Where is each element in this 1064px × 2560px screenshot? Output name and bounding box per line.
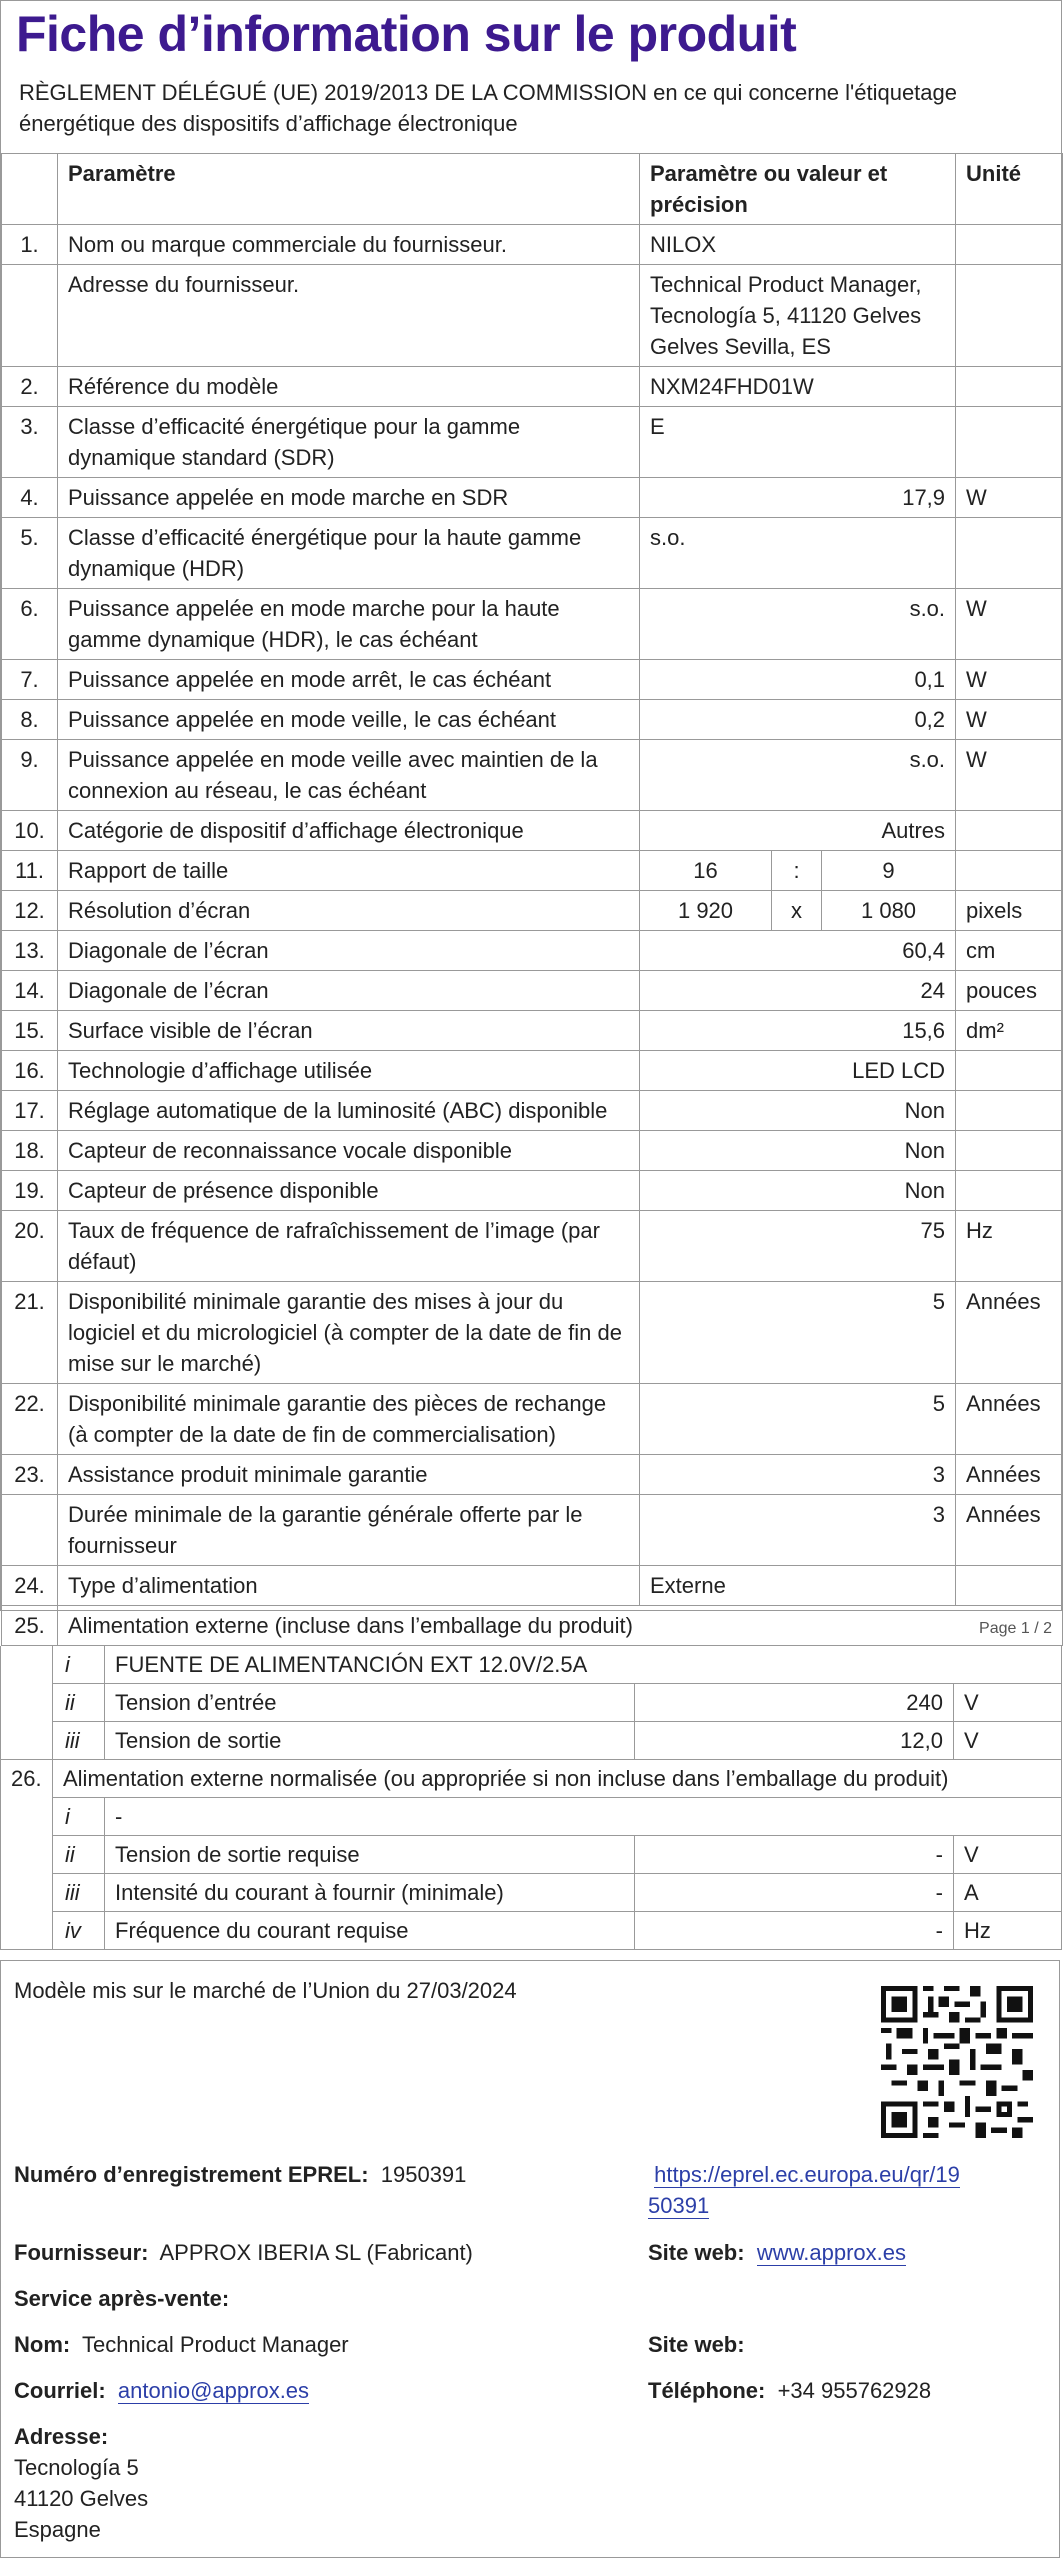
service-phone: Téléphone: +34 955762928 bbox=[648, 2378, 932, 2403]
table-row: 8. Puissance appelée en mode veille, le cas échéant 0,2 W bbox=[2, 700, 1063, 740]
service-name: Nom: Technical Product Manager bbox=[14, 2332, 349, 2357]
table-row: 5. Classe d’efficacité énergétique pour la haute gamme dynamique (HDR) s.o. bbox=[2, 518, 1063, 589]
table-row: 2. Référence du modèle NXM24FHD01W bbox=[2, 367, 1063, 407]
table-row: 11. Rapport de taille 16 : 9 bbox=[2, 851, 1063, 891]
table-row: iii Intensité du courant à fournir (minimale) - A bbox=[1, 1874, 1062, 1912]
service-heading: Service après-vente: bbox=[14, 2286, 230, 2311]
power-supply-table bbox=[0, 1645, 1062, 1950]
supplier-info-box bbox=[0, 1960, 1060, 2558]
table-row: 3. Classe d’efficacité énergétique pour la gamme dynamique standard (SDR) E bbox=[2, 407, 1063, 478]
table-row: 14. Diagonale de l’écran 24 pouces bbox=[2, 971, 1063, 1011]
table-row: 24. Type d’alimentation Externe bbox=[2, 1566, 1063, 1606]
table-row: 19. Capteur de présence disponible Non bbox=[2, 1171, 1063, 1211]
supplier: Fournisseur: APPROX IBERIA SL (Fabricant) bbox=[14, 2240, 473, 2265]
service-email: Courriel: antonio@approx.es bbox=[14, 2378, 310, 2403]
eprel-link[interactable]: https://eprel.ec.europa.eu/qr/19 50391 bbox=[648, 2162, 960, 2218]
table-row: ii Tension de sortie requise - V bbox=[1, 1836, 1062, 1874]
table-row: 9. Puissance appelée en mode veille avec maintien de la connexion au réseau, le cas échéant s.o. W bbox=[2, 740, 1063, 811]
regulation-subtitle: RÈGLEMENT DÉLÉGUÉ (UE) 2019/2013 DE LA COMMISSION en ce qui concerne l'étiquetage énergétique des dispositifs d’affichage électronique bbox=[19, 80, 957, 136]
header-value: Paramètre ou valeur et précision bbox=[640, 154, 956, 225]
header-param: Paramètre bbox=[58, 154, 640, 225]
page-number: Page 1 / 2 bbox=[979, 1620, 1052, 1637]
eprel-number: Numéro d’enregistrement EPREL: 1950391 bbox=[14, 2162, 467, 2187]
supplier-website: Site web: www.approx.es bbox=[648, 2240, 906, 2265]
service-address: Adresse: Tecnología 5 41120 Gelves Espagne bbox=[14, 2424, 149, 2542]
header-unit: Unité bbox=[956, 154, 1063, 225]
table-row: 18. Capteur de reconnaissance vocale disponible Non bbox=[2, 1131, 1063, 1171]
table-row: iv Fréquence du courant requise - Hz bbox=[1, 1912, 1062, 1950]
table-row: iii Tension de sortie 12,0 V bbox=[1, 1722, 1062, 1760]
table-row: 4. Puissance appelée en mode marche en SDR 17,9 W bbox=[2, 478, 1063, 518]
table-row: Adresse du fournisseur. Technical Product Manager, Tecnología 5, 41120 Gelves Gelves Sevilla, ES bbox=[2, 265, 1063, 367]
table-row: 6. Puissance appelée en mode marche pour la haute gamme dynamique (HDR), le cas échéant s.o. W bbox=[2, 589, 1063, 660]
service-website: Site web: bbox=[648, 2332, 745, 2357]
table-row: 26. Alimentation externe normalisée (ou appropriée si non incluse dans l’emballage du produit) bbox=[1, 1760, 1062, 1798]
table-row: 21. Disponibilité minimale garantie des mises à jour du logiciel et du micrologiciel (à compter de la date de fin de mise sur le marché) 5 Années bbox=[2, 1282, 1063, 1384]
table-row: Durée minimale de la garantie générale offerte par le fournisseur 3 Années bbox=[2, 1495, 1063, 1566]
table-row: 13. Diagonale de l’écran 60,4 cm bbox=[2, 931, 1063, 971]
table-header bbox=[2, 154, 1063, 225]
qr-code[interactable] bbox=[881, 1986, 1033, 2138]
table-row: ii Tension d’entrée 240 V bbox=[1, 1684, 1062, 1722]
table-row: 25. Alimentation externe (incluse dans l’emballage du produit) bbox=[2, 1606, 1063, 1646]
market-date: Modèle mis sur le marché de l’Union du 27/03/2024 bbox=[14, 1978, 517, 2003]
table-row: 17. Réglage automatique de la luminosité (ABC) disponible Non bbox=[2, 1091, 1063, 1131]
product-info-table bbox=[1, 153, 1063, 1646]
table-row: 12. Résolution d’écran 1 920 x 1 080 pixels bbox=[2, 891, 1063, 931]
page-title: Fiche d’information sur le produit bbox=[16, 6, 797, 62]
table-row: 1. Nom ou marque commerciale du fournisseur. NILOX bbox=[2, 225, 1063, 265]
table-row: 22. Disponibilité minimale garantie des pièces de rechange (à compter de la date de fin de commercialisation) 5 Années bbox=[2, 1384, 1063, 1455]
table-row: 16. Technologie d’affichage utilisée LED LCD bbox=[2, 1051, 1063, 1091]
table-row: i - bbox=[1, 1798, 1062, 1836]
table-row: i FUENTE DE ALIMENTANCIÓN EXT 12.0V/2.5A bbox=[1, 1646, 1062, 1684]
table-row: 10. Catégorie de dispositif d’affichage électronique Autres bbox=[2, 811, 1063, 851]
table-row: 7. Puissance appelée en mode arrêt, le cas échéant 0,1 W bbox=[2, 660, 1063, 700]
table-row: 20. Taux de fréquence de rafraîchissement de l’image (par défaut) 75 Hz bbox=[2, 1211, 1063, 1282]
table-row: 23. Assistance produit minimale garantie 3 Années bbox=[2, 1455, 1063, 1495]
table-row: 15. Surface visible de l’écran 15,6 dm² bbox=[2, 1011, 1063, 1051]
